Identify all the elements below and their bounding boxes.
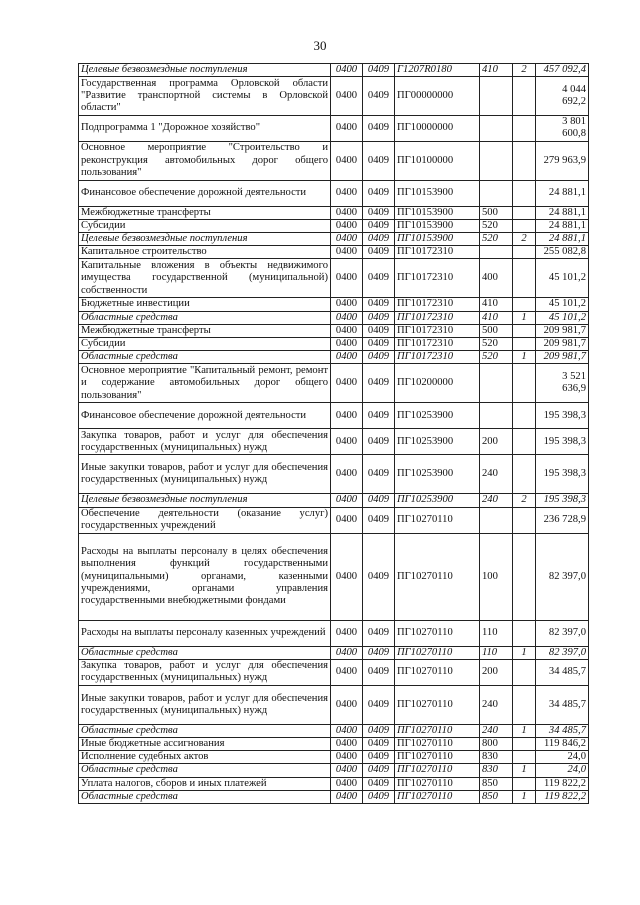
row-expense-type: 800 [480, 738, 513, 751]
row-subsection: 0409 [363, 206, 395, 219]
table-row [79, 116, 589, 141]
row-target-code: ПГ10200000 [395, 364, 480, 403]
row-subsection: 0409 [363, 494, 395, 507]
row-expense-type [480, 141, 513, 180]
row-name: Иные бюджетные ассигнования [79, 738, 331, 751]
table-row [79, 219, 589, 232]
row-target-code: ПГ10153900 [395, 233, 480, 246]
row-target-code: ПГ10270110 [395, 620, 480, 646]
row-expense-type: 240 [480, 455, 513, 494]
row-target-code: ПГ10270110 [395, 646, 480, 659]
row-section: 0400 [331, 246, 363, 259]
row-amount: 119 846,2 [536, 738, 589, 751]
row-section: 0400 [331, 206, 363, 219]
table-row [79, 659, 589, 685]
table-row [79, 646, 589, 659]
row-name: Расходы на выплаты персоналу казенных учреждений [79, 620, 331, 646]
row-amount: 195 398,3 [536, 429, 589, 455]
row-section: 0400 [331, 116, 363, 141]
row-name: Закупка товаров, работ и услуг для обеспечения государственных (муниципальных) нужд [79, 659, 331, 685]
row-subsection: 0409 [363, 646, 395, 659]
row-subsection: 0409 [363, 790, 395, 803]
table-row [79, 351, 589, 364]
row-source [513, 141, 536, 180]
table-row [79, 620, 589, 646]
row-expense-type: 240 [480, 685, 513, 724]
row-section: 0400 [331, 507, 363, 533]
row-subsection: 0409 [363, 351, 395, 364]
row-source [513, 777, 536, 790]
row-source: 2 [513, 494, 536, 507]
table-row [79, 494, 589, 507]
row-source: 2 [513, 233, 536, 246]
row-target-code: ПГ10172310 [395, 351, 480, 364]
row-target-code: ПГ10270110 [395, 777, 480, 790]
row-section: 0400 [331, 777, 363, 790]
row-expense-type: 850 [480, 777, 513, 790]
row-section: 0400 [331, 141, 363, 180]
row-amount: 45 101,2 [536, 298, 589, 311]
row-target-code: ПГ10270110 [395, 724, 480, 737]
row-source [513, 206, 536, 219]
row-amount: 45 101,2 [536, 259, 589, 298]
row-expense-type: 520 [480, 233, 513, 246]
row-amount: 119 822,2 [536, 790, 589, 803]
row-target-code: ПГ10270110 [395, 738, 480, 751]
row-section: 0400 [331, 659, 363, 685]
table-row [79, 324, 589, 337]
row-expense-type [480, 116, 513, 141]
row-expense-type: 200 [480, 429, 513, 455]
row-subsection: 0409 [363, 738, 395, 751]
row-amount: 119 822,2 [536, 777, 589, 790]
row-name: Финансовое обеспечение дорожной деятельности [79, 180, 331, 206]
row-amount: 3 521 636,9 [536, 364, 589, 403]
table-row [79, 259, 589, 298]
row-name: Подпрограмма 1 "Дорожное хозяйство" [79, 116, 331, 141]
table-row [79, 764, 589, 777]
row-section: 0400 [331, 77, 363, 116]
row-section: 0400 [331, 494, 363, 507]
row-amount: 4 044 692,2 [536, 77, 589, 116]
row-subsection: 0409 [363, 338, 395, 351]
row-section: 0400 [331, 533, 363, 620]
row-name: Областные средства [79, 724, 331, 737]
row-amount: 24,0 [536, 751, 589, 764]
row-target-code: ПГ10100000 [395, 141, 480, 180]
row-name: Целевые безвозмездные поступления [79, 494, 331, 507]
row-name: Межбюджетные трансферты [79, 324, 331, 337]
row-subsection: 0409 [363, 364, 395, 403]
row-expense-type: 410 [480, 64, 513, 77]
row-subsection: 0409 [363, 219, 395, 232]
table-row [79, 403, 589, 429]
row-name: Государственная программа Орловской области "Развитие транспортной системы в Орловской области" [79, 77, 331, 116]
table-row [79, 429, 589, 455]
row-amount: 3 801 600,8 [536, 116, 589, 141]
row-amount: 34 485,7 [536, 724, 589, 737]
row-amount: 82 397,0 [536, 646, 589, 659]
table-row [79, 507, 589, 533]
row-expense-type [480, 246, 513, 259]
row-target-code: ПГ10172310 [395, 324, 480, 337]
row-expense-type: 850 [480, 790, 513, 803]
row-name: Целевые безвозмездные поступления [79, 64, 331, 77]
row-expense-type: 520 [480, 219, 513, 232]
table-row [79, 141, 589, 180]
row-target-code: ПГ10270110 [395, 764, 480, 777]
row-target-code: ПГ10270110 [395, 507, 480, 533]
row-source [513, 685, 536, 724]
row-name: Целевые безвозмездные поступления [79, 233, 331, 246]
row-target-code: ПГ10172310 [395, 298, 480, 311]
row-subsection: 0409 [363, 724, 395, 737]
row-source [513, 219, 536, 232]
table-row [79, 298, 589, 311]
row-subsection: 0409 [363, 246, 395, 259]
row-source [513, 659, 536, 685]
table-row [79, 246, 589, 259]
row-target-code: ПГ10253900 [395, 455, 480, 494]
row-amount: 209 981,7 [536, 324, 589, 337]
row-target-code: ПГ00000000 [395, 77, 480, 116]
row-expense-type [480, 364, 513, 403]
row-source [513, 324, 536, 337]
row-target-code: ПГ10153900 [395, 206, 480, 219]
row-source: 1 [513, 790, 536, 803]
row-source [513, 77, 536, 116]
row-section: 0400 [331, 403, 363, 429]
table-row [79, 724, 589, 737]
row-target-code: ПГ10270110 [395, 533, 480, 620]
row-target-code: ПГ10172310 [395, 311, 480, 324]
row-amount: 45 101,2 [536, 311, 589, 324]
row-target-code: ПГ10153900 [395, 219, 480, 232]
table-row [79, 233, 589, 246]
row-amount: 195 398,3 [536, 455, 589, 494]
table-row [79, 311, 589, 324]
row-section: 0400 [331, 311, 363, 324]
row-expense-type [480, 77, 513, 116]
row-name: Межбюджетные трансферты [79, 206, 331, 219]
row-subsection: 0409 [363, 507, 395, 533]
row-name: Основное мероприятие "Капитальный ремонт, ремонт и содержание автомобильных дорог общего пользования" [79, 364, 331, 403]
row-amount: 82 397,0 [536, 620, 589, 646]
row-source [513, 259, 536, 298]
row-section: 0400 [331, 790, 363, 803]
row-section: 0400 [331, 429, 363, 455]
row-target-code: Г1207R0180 [395, 64, 480, 77]
table-row [79, 64, 589, 77]
row-name: Расходы на выплаты персоналу в целях обеспечения выполнения функций государственными (муниципальными) органами, казенными учреждениями, органами управления государственными внебюджетными фондами [79, 533, 331, 620]
row-amount: 34 485,7 [536, 659, 589, 685]
row-section: 0400 [331, 724, 363, 737]
row-expense-type: 200 [480, 659, 513, 685]
row-amount: 24 881,1 [536, 180, 589, 206]
row-subsection: 0409 [363, 116, 395, 141]
row-target-code: ПГ10172310 [395, 246, 480, 259]
table-row [79, 738, 589, 751]
row-name: Областные средства [79, 351, 331, 364]
row-target-code: ПГ10253900 [395, 494, 480, 507]
row-amount: 24,0 [536, 764, 589, 777]
row-expense-type: 520 [480, 338, 513, 351]
row-subsection: 0409 [363, 259, 395, 298]
row-section: 0400 [331, 298, 363, 311]
row-expense-type [480, 180, 513, 206]
row-expense-type [480, 403, 513, 429]
row-section: 0400 [331, 64, 363, 77]
row-expense-type: 100 [480, 533, 513, 620]
row-expense-type: 240 [480, 494, 513, 507]
row-target-code: ПГ10172310 [395, 259, 480, 298]
row-target-code: ПГ10270110 [395, 751, 480, 764]
row-source [513, 738, 536, 751]
row-expense-type: 240 [480, 724, 513, 737]
row-section: 0400 [331, 233, 363, 246]
row-amount: 82 397,0 [536, 533, 589, 620]
row-name: Основное мероприятие "Строительство и реконструкция автомобильных дорог общего пользования" [79, 141, 331, 180]
row-expense-type: 520 [480, 351, 513, 364]
row-section: 0400 [331, 180, 363, 206]
row-subsection: 0409 [363, 77, 395, 116]
row-target-code: ПГ10253900 [395, 403, 480, 429]
row-source: 2 [513, 64, 536, 77]
row-source [513, 620, 536, 646]
row-target-code: ПГ10153900 [395, 180, 480, 206]
row-section: 0400 [331, 351, 363, 364]
row-expense-type: 830 [480, 764, 513, 777]
row-target-code: ПГ10253900 [395, 429, 480, 455]
row-expense-type: 500 [480, 206, 513, 219]
row-expense-type: 410 [480, 298, 513, 311]
row-section: 0400 [331, 646, 363, 659]
row-section: 0400 [331, 764, 363, 777]
row-name: Субсидии [79, 338, 331, 351]
row-name: Областные средства [79, 311, 331, 324]
row-subsection: 0409 [363, 751, 395, 764]
row-section: 0400 [331, 620, 363, 646]
table-row [79, 206, 589, 219]
row-amount: 34 485,7 [536, 685, 589, 724]
row-amount: 195 398,3 [536, 494, 589, 507]
table-row [79, 180, 589, 206]
row-target-code: ПГ10270110 [395, 790, 480, 803]
row-source: 1 [513, 311, 536, 324]
row-source [513, 429, 536, 455]
row-subsection: 0409 [363, 533, 395, 620]
row-subsection: 0409 [363, 180, 395, 206]
row-subsection: 0409 [363, 298, 395, 311]
row-subsection: 0409 [363, 429, 395, 455]
row-source: 1 [513, 351, 536, 364]
row-amount: 24 881,1 [536, 219, 589, 232]
row-source [513, 180, 536, 206]
row-source: 1 [513, 646, 536, 659]
row-name: Иные закупки товаров, работ и услуг для обеспечения государственных (муниципальных) нужд [79, 685, 331, 724]
row-target-code: ПГ10172310 [395, 338, 480, 351]
row-subsection: 0409 [363, 659, 395, 685]
table-row [79, 790, 589, 803]
row-amount: 236 728,9 [536, 507, 589, 533]
table-row [79, 455, 589, 494]
table-row [79, 751, 589, 764]
row-section: 0400 [331, 219, 363, 232]
row-source [513, 298, 536, 311]
row-name: Областные средства [79, 764, 331, 777]
row-section: 0400 [331, 685, 363, 724]
row-source [513, 751, 536, 764]
row-source: 1 [513, 764, 536, 777]
row-name: Субсидии [79, 219, 331, 232]
row-name: Капитальные вложения в объекты недвижимого имущества государственной (муниципальной) собственности [79, 259, 331, 298]
row-section: 0400 [331, 324, 363, 337]
row-source [513, 246, 536, 259]
row-amount: 24 881,1 [536, 233, 589, 246]
row-subsection: 0409 [363, 141, 395, 180]
row-name: Финансовое обеспечение дорожной деятельности [79, 403, 331, 429]
table-row [79, 777, 589, 790]
table-row [79, 685, 589, 724]
table-row [79, 77, 589, 116]
row-source [513, 338, 536, 351]
row-section: 0400 [331, 338, 363, 351]
row-subsection: 0409 [363, 455, 395, 494]
table-row [79, 533, 589, 620]
row-name: Областные средства [79, 790, 331, 803]
row-expense-type: 400 [480, 259, 513, 298]
row-expense-type: 410 [480, 311, 513, 324]
row-subsection: 0409 [363, 64, 395, 77]
row-name: Исполнение судебных актов [79, 751, 331, 764]
row-name: Бюджетные инвестиции [79, 298, 331, 311]
row-source [513, 116, 536, 141]
row-amount: 209 981,7 [536, 338, 589, 351]
row-subsection: 0409 [363, 777, 395, 790]
table-row [79, 338, 589, 351]
row-expense-type: 110 [480, 620, 513, 646]
row-section: 0400 [331, 738, 363, 751]
row-source [513, 403, 536, 429]
row-source [513, 455, 536, 494]
row-amount: 255 082,8 [536, 246, 589, 259]
row-expense-type [480, 507, 513, 533]
row-expense-type: 830 [480, 751, 513, 764]
row-subsection: 0409 [363, 403, 395, 429]
row-subsection: 0409 [363, 324, 395, 337]
row-expense-type: 110 [480, 646, 513, 659]
row-target-code: ПГ10270110 [395, 685, 480, 724]
budget-table [78, 63, 589, 804]
row-amount: 195 398,3 [536, 403, 589, 429]
page-number: 30 [313, 38, 327, 53]
row-amount: 279 963,9 [536, 141, 589, 180]
row-name: Иные закупки товаров, работ и услуг для обеспечения государственных (муниципальных) нужд [79, 455, 331, 494]
row-subsection: 0409 [363, 620, 395, 646]
row-target-code: ПГ10000000 [395, 116, 480, 141]
row-source [513, 507, 536, 533]
row-section: 0400 [331, 455, 363, 494]
row-subsection: 0409 [363, 685, 395, 724]
row-subsection: 0409 [363, 311, 395, 324]
row-section: 0400 [331, 364, 363, 403]
row-name: Обеспечение деятельности (оказание услуг) государственных учреждений [79, 507, 331, 533]
row-name: Уплата налогов, сборов и иных платежей [79, 777, 331, 790]
row-name: Закупка товаров, работ и услуг для обеспечения государственных (муниципальных) нужд [79, 429, 331, 455]
row-subsection: 0409 [363, 764, 395, 777]
row-source [513, 364, 536, 403]
row-amount: 209 981,7 [536, 351, 589, 364]
row-name: Капитальное строительство [79, 246, 331, 259]
row-expense-type: 500 [480, 324, 513, 337]
row-section: 0400 [331, 259, 363, 298]
row-target-code: ПГ10270110 [395, 659, 480, 685]
row-source [513, 533, 536, 620]
row-source: 1 [513, 724, 536, 737]
row-name: Областные средства [79, 646, 331, 659]
row-amount: 457 092,4 [536, 64, 589, 77]
table-row [79, 364, 589, 403]
table-body [79, 64, 589, 804]
row-amount: 24 881,1 [536, 206, 589, 219]
row-section: 0400 [331, 751, 363, 764]
row-subsection: 0409 [363, 233, 395, 246]
